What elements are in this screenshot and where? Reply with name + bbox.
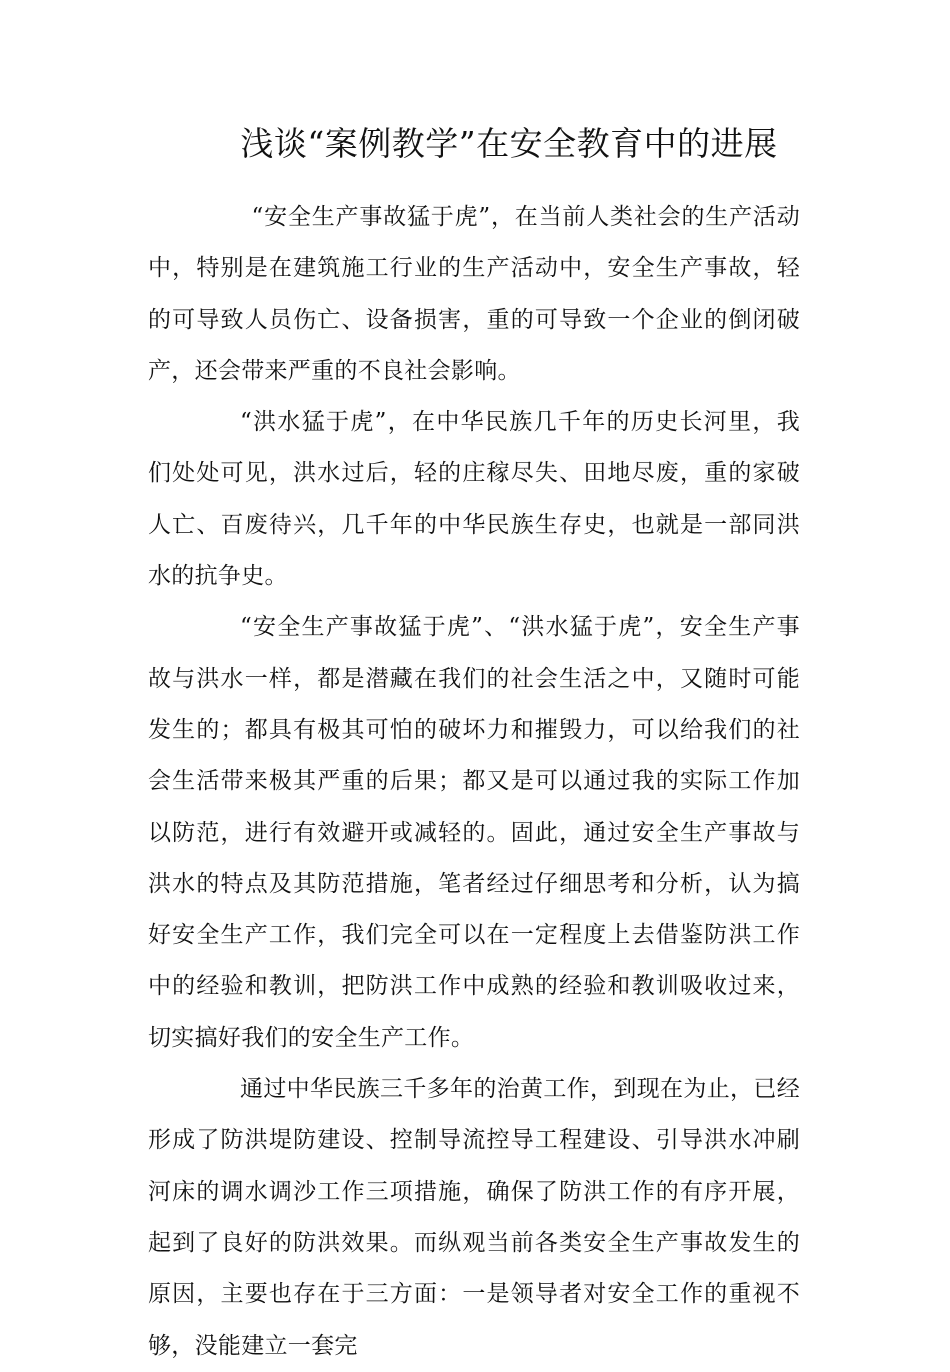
paragraph-3: “安全生产事故猛于虎”、“洪水猛于虎”，安全生产事故与洪水一样，都是潜藏在我们的社会生活之中，又随时可能发生的；都具有极其可怕的破坏力和摧毁力，可以给我们的社会生活带来极其严重的后果；都又是可以通过我的实际工作加以防范，进行有效避开或减轻的。固此，通过安全生产事故与洪水的特点及其防范措施，笔者经过仔细思考和分析，认为搞好安全生产工作，我们完全可以在一定程度上去借鉴防洪工作中的经验和教训，把防洪工作中成熟的经验和教训吸收过来，切实搞好我们的安全生产工作。 (148, 614, 800, 1051)
paragraph-1: “安全生产事故猛于虎”，在当前人类社会的生产活动中，特别是在建筑施工行业的生产活动中，安全生产事故，轻的可导致人员伤亡、设备损害，重的可导致一个企业的倒闭破产，还会带来严重的不良社会影响。 (148, 204, 800, 384)
document-body (148, 192, 800, 1372)
paragraph-4: 通过中华民族三千多年的治黄工作，到现在为止，已经形成了防洪堤防建设、控制导流控导工程建设、引导洪水冲刷河床的调水调沙工作三项措施，确保了防洪工作的有序开展，起到了良好的防洪效果。而纵观当前各类安全生产事故发生的原因，主要也存在于三方面：一是领导者对安全工作的重视不够，没能建立一套完 (148, 1076, 800, 1359)
document-title: 浅谈“案例教学”在安全教育中的进展 (240, 124, 778, 163)
paragraph-2: “洪水猛于虎”，在中华民族几千年的历史长河里，我们处处可见，洪水过后，轻的庄稼尽失、田地尽废，重的家破人亡、百废待兴，几千年的中华民族生存史，也就是一部同洪水的抗争史。 (148, 409, 800, 590)
